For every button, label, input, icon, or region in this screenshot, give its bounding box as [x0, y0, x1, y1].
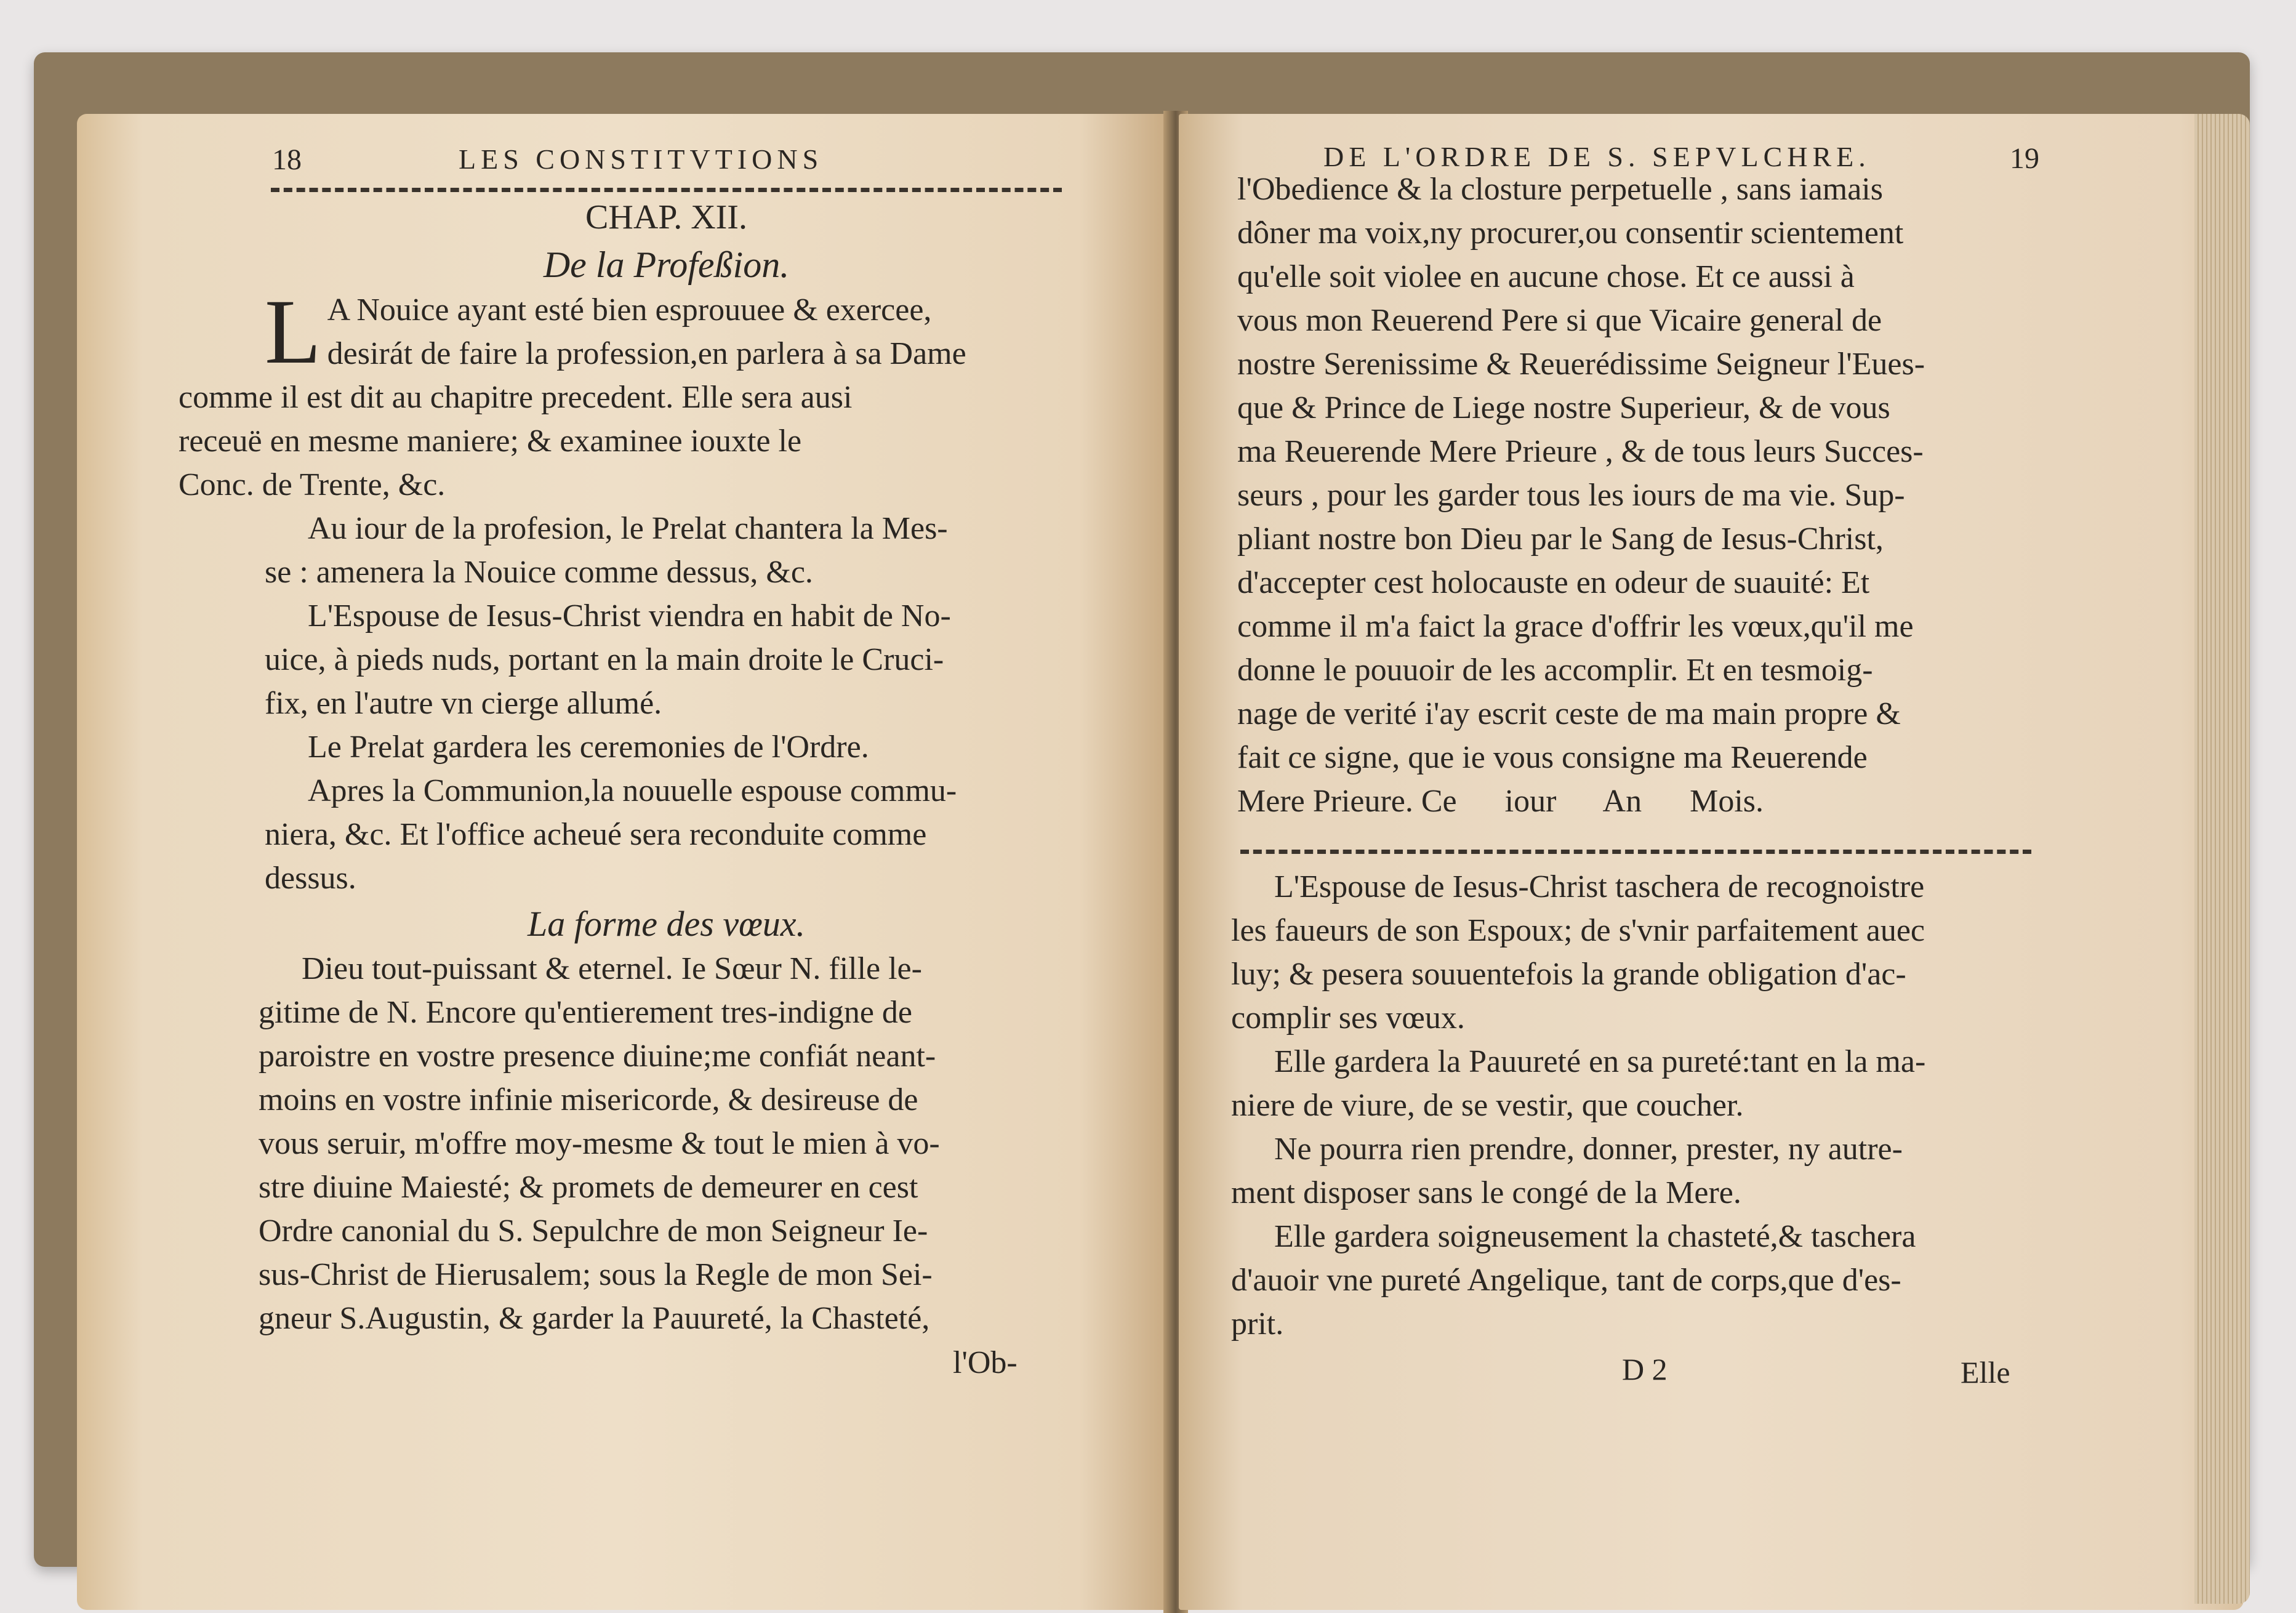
- right-para-5: [1231, 1215, 1916, 1346]
- left-para-1: [179, 281, 1065, 507]
- line: Conc. de Trente, &c.: [179, 467, 446, 502]
- drop-cap: L: [265, 281, 321, 383]
- line: Ordre canonial du S. Sepulchre de mon Seigneur Ie-: [259, 1213, 928, 1249]
- line: seurs , pour les garder tous les iours de ma vie. Sup-: [1237, 478, 1905, 513]
- line: A Nouice ayant esté bien esprouuee & exercee,: [327, 292, 932, 328]
- line: stre diuine Maiesté; & promets de demeurer en cest: [259, 1170, 918, 1205]
- line: Elle gardera soigneusement la chasteté,& taschera: [1274, 1219, 1916, 1254]
- line: se : amenera la Nouice comme dessus, &c.: [265, 555, 813, 590]
- line: L'Espouse de Iesus-Christ viendra en habit de No-: [308, 598, 951, 634]
- line: vous mon Reuerend Pere si que Vicaire general de: [1237, 303, 1882, 338]
- line: donne le pouuoir de les accomplir. Et en tesmoig-: [1237, 653, 1873, 688]
- line: niera, &c. Et l'office acheué sera reconduite comme: [265, 817, 927, 852]
- line: niere de viure, de se vestir, que coucher.: [1231, 1088, 1744, 1123]
- line: Elle gardera la Pauureté en sa pureté:tant en la ma-: [1274, 1044, 1926, 1079]
- left-para-4: [265, 725, 869, 769]
- line: qu'elle soit violee en aucune chose. Et ce aussi à: [1237, 259, 1855, 294]
- line: que & Prince de Liege nostre Superieur, & de vous: [1237, 390, 1890, 425]
- right-para-3: [1231, 1040, 1925, 1127]
- line: vous seruir, m'offre moy-mesme & tout le mien à vo-: [259, 1126, 940, 1161]
- line: gneur S.Augustin, & garder la Pauureté, la Chasteté,: [259, 1301, 930, 1336]
- line: uice, à pieds nuds, portant en la main droite le Cruci-: [265, 642, 944, 677]
- line: paroistre en vostre presence diuine;me confiát neant-: [259, 1039, 936, 1074]
- line: fait ce signe, que ie vous consigne ma Reuerende: [1237, 740, 1868, 775]
- line: dessus.: [265, 861, 356, 896]
- line: dôner ma voix,ny procurer,ou consentir scientement: [1237, 215, 1904, 251]
- line: Apres la Communion,la nouuelle espouse commu-: [308, 773, 957, 808]
- right-para-1: [1237, 167, 1925, 823]
- section-title: La forme des vœux.: [527, 904, 806, 944]
- line: comme il est dit au chapitre precedent. Elle sera ausi: [179, 380, 853, 415]
- left-para-6: [259, 947, 940, 1340]
- chapter-number: CHAP. XII.: [585, 198, 747, 236]
- line: d'accepter cest holocauste en odeur de suauité: Et: [1237, 565, 1870, 600]
- right-catchword: Elle: [1961, 1355, 2010, 1390]
- line: nostre Serenissime & Reuerédissime Seigneur l'Eues-: [1237, 347, 1925, 382]
- right-folio: 19: [2010, 142, 2039, 175]
- line: luy; & pesera souuentefois la grande obligation d'ac-: [1231, 957, 1906, 992]
- left-para-2: [265, 507, 948, 594]
- line: prit.: [1231, 1306, 1284, 1341]
- left-folio: 18: [272, 143, 302, 176]
- line: nage de verité i'ay escrit ceste de ma main propre &: [1237, 696, 1901, 731]
- line: Au iour de la profesion, le Prelat chantera la Mes-: [308, 511, 948, 546]
- line: Mere Prieure. Ce iour An Mois.: [1237, 784, 1764, 819]
- line: sus-Christ de Hierusalem; sous la Regle de mon Sei-: [259, 1257, 933, 1292]
- line: receuë en mesme maniere; & examinee iouxte le: [179, 424, 802, 459]
- line: Ne pourra rien prendre, donner, prester, ny autre-: [1274, 1132, 1903, 1167]
- line: gitime de N. Encore qu'entierement tres-indigne de: [259, 995, 912, 1030]
- chapter-title: De la Profeßion.: [543, 244, 790, 285]
- line: d'auoir vne pureté Angelique, tant de corps,que d'es-: [1231, 1263, 1901, 1298]
- signature-mark: D 2: [1622, 1352, 1668, 1386]
- line: L'Espouse de Iesus-Christ taschera de recognoistre: [1274, 869, 1925, 904]
- left-running-head: LES CONSTITVTIONS: [459, 143, 824, 175]
- left-catchword: l'Ob-: [953, 1345, 1018, 1380]
- right-para-4: [1231, 1127, 1903, 1215]
- line: ment disposer sans le congé de la Mere.: [1231, 1175, 1741, 1210]
- right-running-head: DE L'ORDRE DE S. SEPVLCHRE.: [1323, 141, 1871, 172]
- fore-edge: [2194, 114, 2250, 1604]
- line: fix, en l'autre vn cierge allumé.: [265, 686, 662, 721]
- line: l'Obedience & la closture perpetuelle , sans iamais: [1237, 172, 1883, 207]
- left-header-rule: [271, 188, 1062, 192]
- left-para-3: [265, 594, 951, 725]
- line: desirát de faire la profession,en parlera à sa Dame: [327, 336, 966, 371]
- right-para-2: [1231, 865, 1925, 1040]
- line: moins en vostre infinie misericorde, & desireuse de: [259, 1082, 918, 1117]
- right-section-rule: [1240, 850, 2031, 854]
- line: ma Reuerende Mere Prieure , & de tous leurs Succes-: [1237, 434, 1924, 469]
- left-para-5: [265, 769, 957, 900]
- line: comme il m'a faict la grace d'offrir les vœux,qu'il me: [1237, 609, 1914, 644]
- line: Dieu tout-puissant & eternel. Ie Sœur N. fille le-: [302, 951, 922, 986]
- line: Le Prelat gardera les ceremonies de l'Ordre.: [308, 730, 869, 765]
- line: pliant nostre bon Dieu par le Sang de Iesus-Christ,: [1237, 521, 1884, 557]
- line: complir ses vœux.: [1231, 1000, 1465, 1036]
- line: les faueurs de son Espoux; de s'vnir parfaitement auec: [1231, 913, 1925, 948]
